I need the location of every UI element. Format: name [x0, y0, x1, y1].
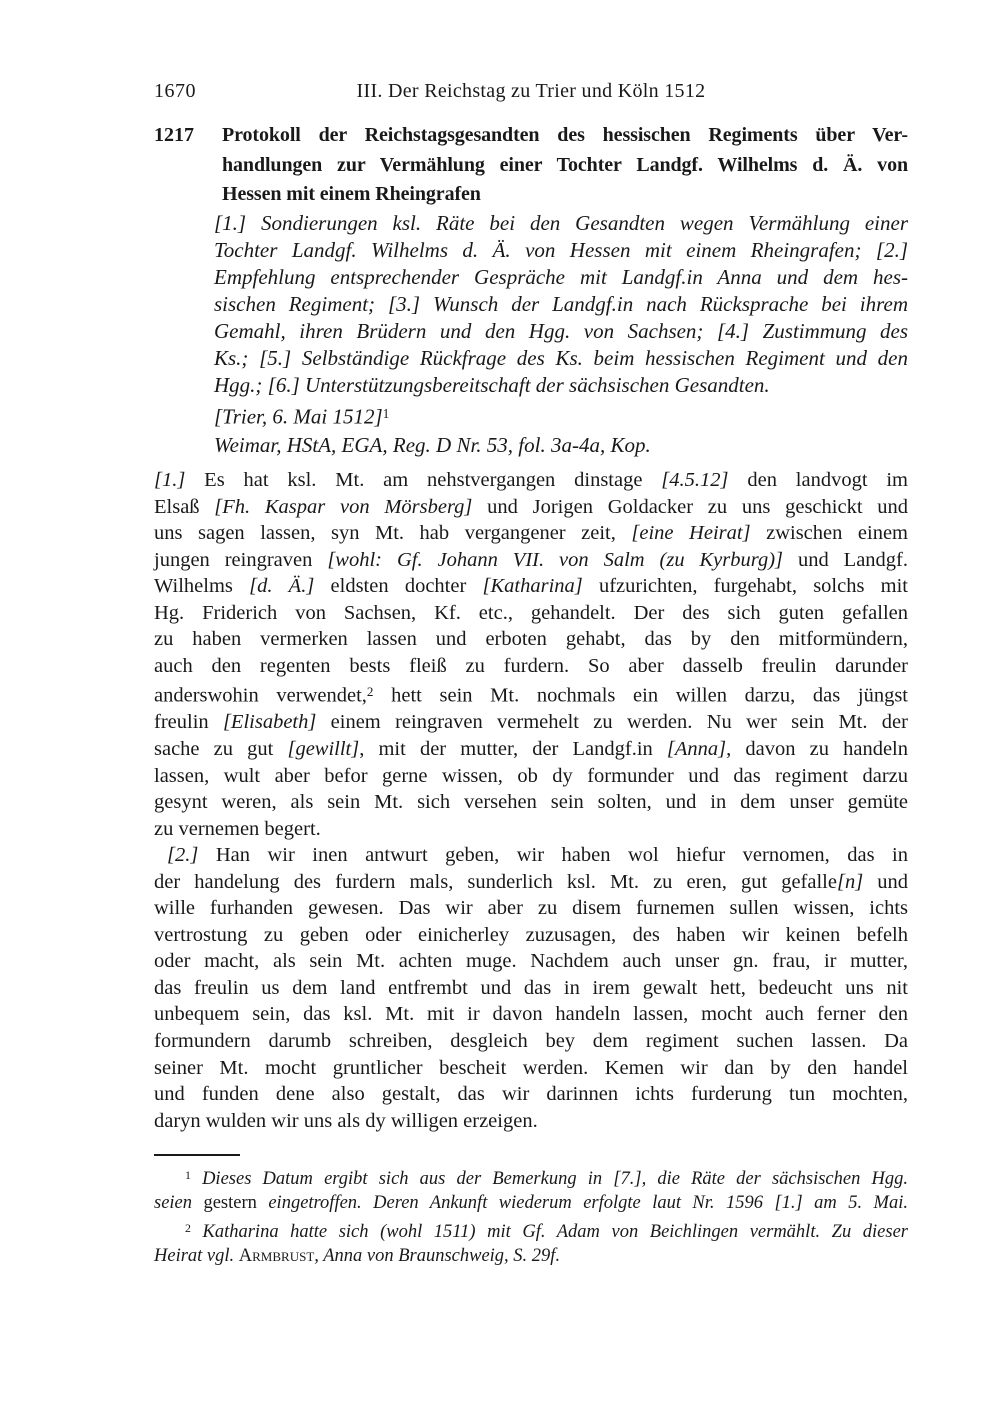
text-segment: 1	[185, 1168, 191, 1182]
text-segment: uns sagen lassen, syn Mt. hab vergangener zeit,	[154, 522, 632, 545]
text-line	[154, 653, 908, 680]
text-segment: zu haben vermerken lassen und erboten gehabt, das by den mitformündern,	[154, 628, 908, 651]
text-segment: Hessen mit einem Rheingrafen	[222, 183, 481, 205]
text-line	[154, 1163, 908, 1191]
text-segment: [Fh. Kaspar von Mörsberg]	[214, 495, 473, 518]
text-line	[154, 1108, 908, 1135]
text-segment: , Anna von Braunschweig, S. 29f.	[314, 1246, 561, 1267]
footnotes	[154, 1163, 908, 1269]
text-segment: [2.]	[167, 844, 216, 867]
text-segment: Han wir inen antwurt geben, wir haben wol hiefur vernomen, das in	[215, 844, 908, 867]
entry-title	[222, 121, 908, 210]
text-segment: Heirat vgl.	[154, 1246, 239, 1267]
text-line	[214, 401, 908, 430]
text-segment: der handelung des furdern mals, sunderlich ksl. Mt. zu eren, gut gefalle	[154, 870, 837, 893]
text-segment: Hgg.; [6.] Unterstützungsbereitschaft der sächsischen Gesandten.	[214, 373, 770, 397]
page-header	[154, 80, 908, 106]
text-segment: gesynt weren, als sein Mt. sich versehen sein solten, und in dem unser gemüte	[154, 791, 908, 814]
text-line	[154, 1081, 908, 1108]
text-segment: vertrostung zu geben oder einicherley zuzusagen, des haben wir keinen befelh	[154, 923, 908, 946]
text-segment: [4.5.12]	[661, 469, 729, 491]
text-segment: zu vernemen begert.	[154, 817, 321, 840]
text-segment: Empfehlung entsprechender Gespräche mit Landgf.in Anna und dem hes-	[214, 265, 908, 289]
text-line	[222, 151, 908, 181]
text-segment: hett sein Mt. nochmals ein willen darzu, das jüngst	[373, 684, 908, 707]
text-segment: Protokoll der Reichstagsgesandten des hessischen Regiments über Ver-	[222, 124, 908, 146]
text-segment: Es hat ksl. Mt. am nehstvergangen dinstage	[204, 469, 662, 491]
entry-number: 1217	[154, 124, 194, 146]
date-line	[214, 401, 908, 430]
text-segment: 2	[366, 684, 374, 700]
text-segment: und Jorigen Goldacker zu uns geschickt und	[472, 495, 908, 518]
text-segment: Tochter Landgf. Wilhelms d. Ä. von Hessen mit einem Rheingrafen; [2.]	[214, 238, 908, 262]
text-segment: 1	[382, 406, 390, 421]
text-line	[154, 679, 908, 709]
text-line	[154, 789, 908, 816]
entry-summary	[214, 210, 908, 399]
text-segment: [wohl: Gf. Johann VII. von Salm (zu Kyrburg)]	[327, 548, 784, 571]
text-line	[154, 520, 908, 547]
text-segment: 2	[185, 1220, 191, 1235]
text-line	[154, 573, 908, 600]
text-segment: [Katharina]	[482, 575, 583, 598]
text-line	[154, 494, 908, 521]
text-segment: Armbrust	[238, 1246, 315, 1267]
text-line	[214, 318, 908, 345]
text-segment: gestern	[203, 1193, 269, 1214]
text-segment: einem reingraven vermehelt zu werden. Nu wer sein Mt. der	[316, 711, 908, 734]
text-segment: Gemahl, ihren Brüdern und den Hgg. von Sachsen; [4.] Zustimmung des	[214, 319, 908, 343]
text-segment: seien	[154, 1193, 204, 1214]
text-segment: unbequem sein, das ksl. Mt. mit ir davon handeln lassen, mocht auch ferner den	[154, 1003, 908, 1026]
text-segment: Dieses Datum ergibt sich aus der Bemerkung in [7.], die Räte der sächsischen Hgg.	[190, 1168, 908, 1189]
text-line	[154, 1055, 908, 1082]
text-segment: [eine Heirat]	[631, 522, 751, 545]
text-segment: [n]	[836, 870, 864, 893]
text-line	[154, 842, 908, 869]
text-segment: [1.] Sondierungen ksl. Räte bei den Gesandten wegen Vermählung einer	[214, 211, 908, 235]
text-line	[154, 895, 908, 922]
source-line	[214, 432, 908, 458]
text-line	[154, 626, 908, 653]
text-segment: jungen reingraven	[154, 548, 328, 571]
text-segment: [gewillt]	[287, 737, 360, 760]
text-segment: und Landgf.	[783, 548, 909, 571]
text-segment: lassen, wult aber befor gerne wissen, ob dy formunder und das regiment darzu	[154, 764, 908, 787]
body-text	[154, 467, 908, 1134]
text-segment: [Trier, 6. Mai 1512]	[214, 404, 383, 429]
page-number: 1670	[154, 80, 196, 102]
text-segment: anderswohin verwendet,	[154, 684, 367, 707]
text-segment: das freulin us dem land entfrembt und das in irem gewalt hett, bedeucht uns nit	[154, 976, 908, 999]
text-segment: , davon zu handeln	[726, 737, 908, 760]
text-line	[154, 1191, 908, 1216]
text-line	[154, 1001, 908, 1028]
text-segment: sache zu gut	[154, 737, 288, 760]
text-line	[154, 869, 908, 896]
text-segment: und	[863, 870, 909, 893]
text-segment: Wilhelms	[154, 575, 250, 598]
text-segment: , mit der mutter, der Landgf.in	[359, 737, 667, 760]
text-line	[214, 345, 908, 372]
text-line	[154, 922, 908, 949]
text-line	[154, 709, 908, 736]
text-line	[154, 736, 908, 763]
text-segment: [Anna]	[666, 737, 727, 760]
running-header: III. Der Reichstag zu Trier und Köln 1512	[356, 80, 706, 102]
text-segment: [Elisabeth]	[222, 711, 317, 734]
text-segment: [1.]	[154, 469, 205, 491]
text-line	[214, 372, 908, 399]
text-segment: sischen Regiment; [3.] Wunsch der Landgf.in nach Rücksprache bei ihrem	[214, 292, 908, 316]
text-segment: ufzurichten, furgehabt, solchs mit	[582, 575, 908, 598]
text-segment: freulin	[154, 711, 223, 734]
text-line	[154, 1244, 908, 1269]
text-line	[154, 816, 908, 843]
text-line	[214, 264, 908, 291]
text-segment: eingetroffen. Deren Ankunft wiederum erfolgte laut Nr. 1596 [1.] am 5. Mai.	[268, 1193, 908, 1214]
text-segment: Weimar, HStA, EGA, Reg. D Nr. 53, fol. 3a-4a, Kop.	[214, 433, 651, 457]
text-segment: Ks.; [5.] Selbständige Rückfrage des Ks. beim hessischen Regiment und den	[214, 346, 908, 370]
text-segment: auch den regenten bests fleiß zu furdern. So aber dasselb freulin darunder	[154, 654, 908, 677]
footnote-separator	[154, 1154, 240, 1156]
text-line	[154, 547, 908, 574]
text-segment: zwischen einem	[750, 522, 908, 545]
text-segment: wille furhanden gewesen. Das wir aber zu disem furnemen sullen wissen, ichts	[154, 897, 908, 920]
text-line	[154, 600, 908, 627]
text-line	[154, 763, 908, 790]
text-line	[214, 291, 908, 318]
text-line	[154, 1028, 908, 1055]
text-segment: daryn wulden wir uns als dy willigen erzeigen.	[154, 1109, 538, 1132]
text-segment: Elsaß	[154, 495, 215, 518]
text-segment: [d. Ä.]	[249, 575, 315, 598]
text-segment: eldsten dochter	[314, 575, 483, 598]
text-segment: seiner Mt. mocht gruntlicher bescheit werden. Kemen wir dan by den handel	[154, 1056, 908, 1079]
text-line	[222, 121, 908, 151]
text-segment: und funden dene also gestalt, das wir darinnen ichts furderung tun mochten,	[154, 1083, 908, 1106]
text-segment: den landvogt im	[728, 469, 908, 491]
text-segment: Katharina hatte sich (wohl 1511) mit Gf. Adam von Beichlingen vermählt. Zu dieser	[190, 1221, 908, 1242]
text-line	[154, 948, 908, 975]
text-line	[222, 180, 908, 210]
text-segment: oder macht, als sein Mt. achten muge. Nachdem auch unser gn. frau, ir mutter,	[154, 950, 908, 973]
text-line	[154, 1216, 908, 1244]
text-segment: Hg. Friderich von Sachsen, Kf. etc., gehandelt. Der des sich guten gefallen	[154, 601, 908, 624]
text-segment: handlungen zur Vermählung einer Tochter Landgf. Wilhelms d. Ä. von	[222, 153, 908, 176]
text-line	[214, 432, 908, 458]
entry-heading	[154, 121, 908, 210]
text-line	[214, 237, 908, 264]
text-line	[154, 975, 908, 1002]
text-line	[154, 467, 908, 494]
text-segment: formundern darumb schreiben, desgleich bey dem regiment suchen lassen. Da	[154, 1029, 908, 1052]
text-line	[214, 210, 908, 237]
